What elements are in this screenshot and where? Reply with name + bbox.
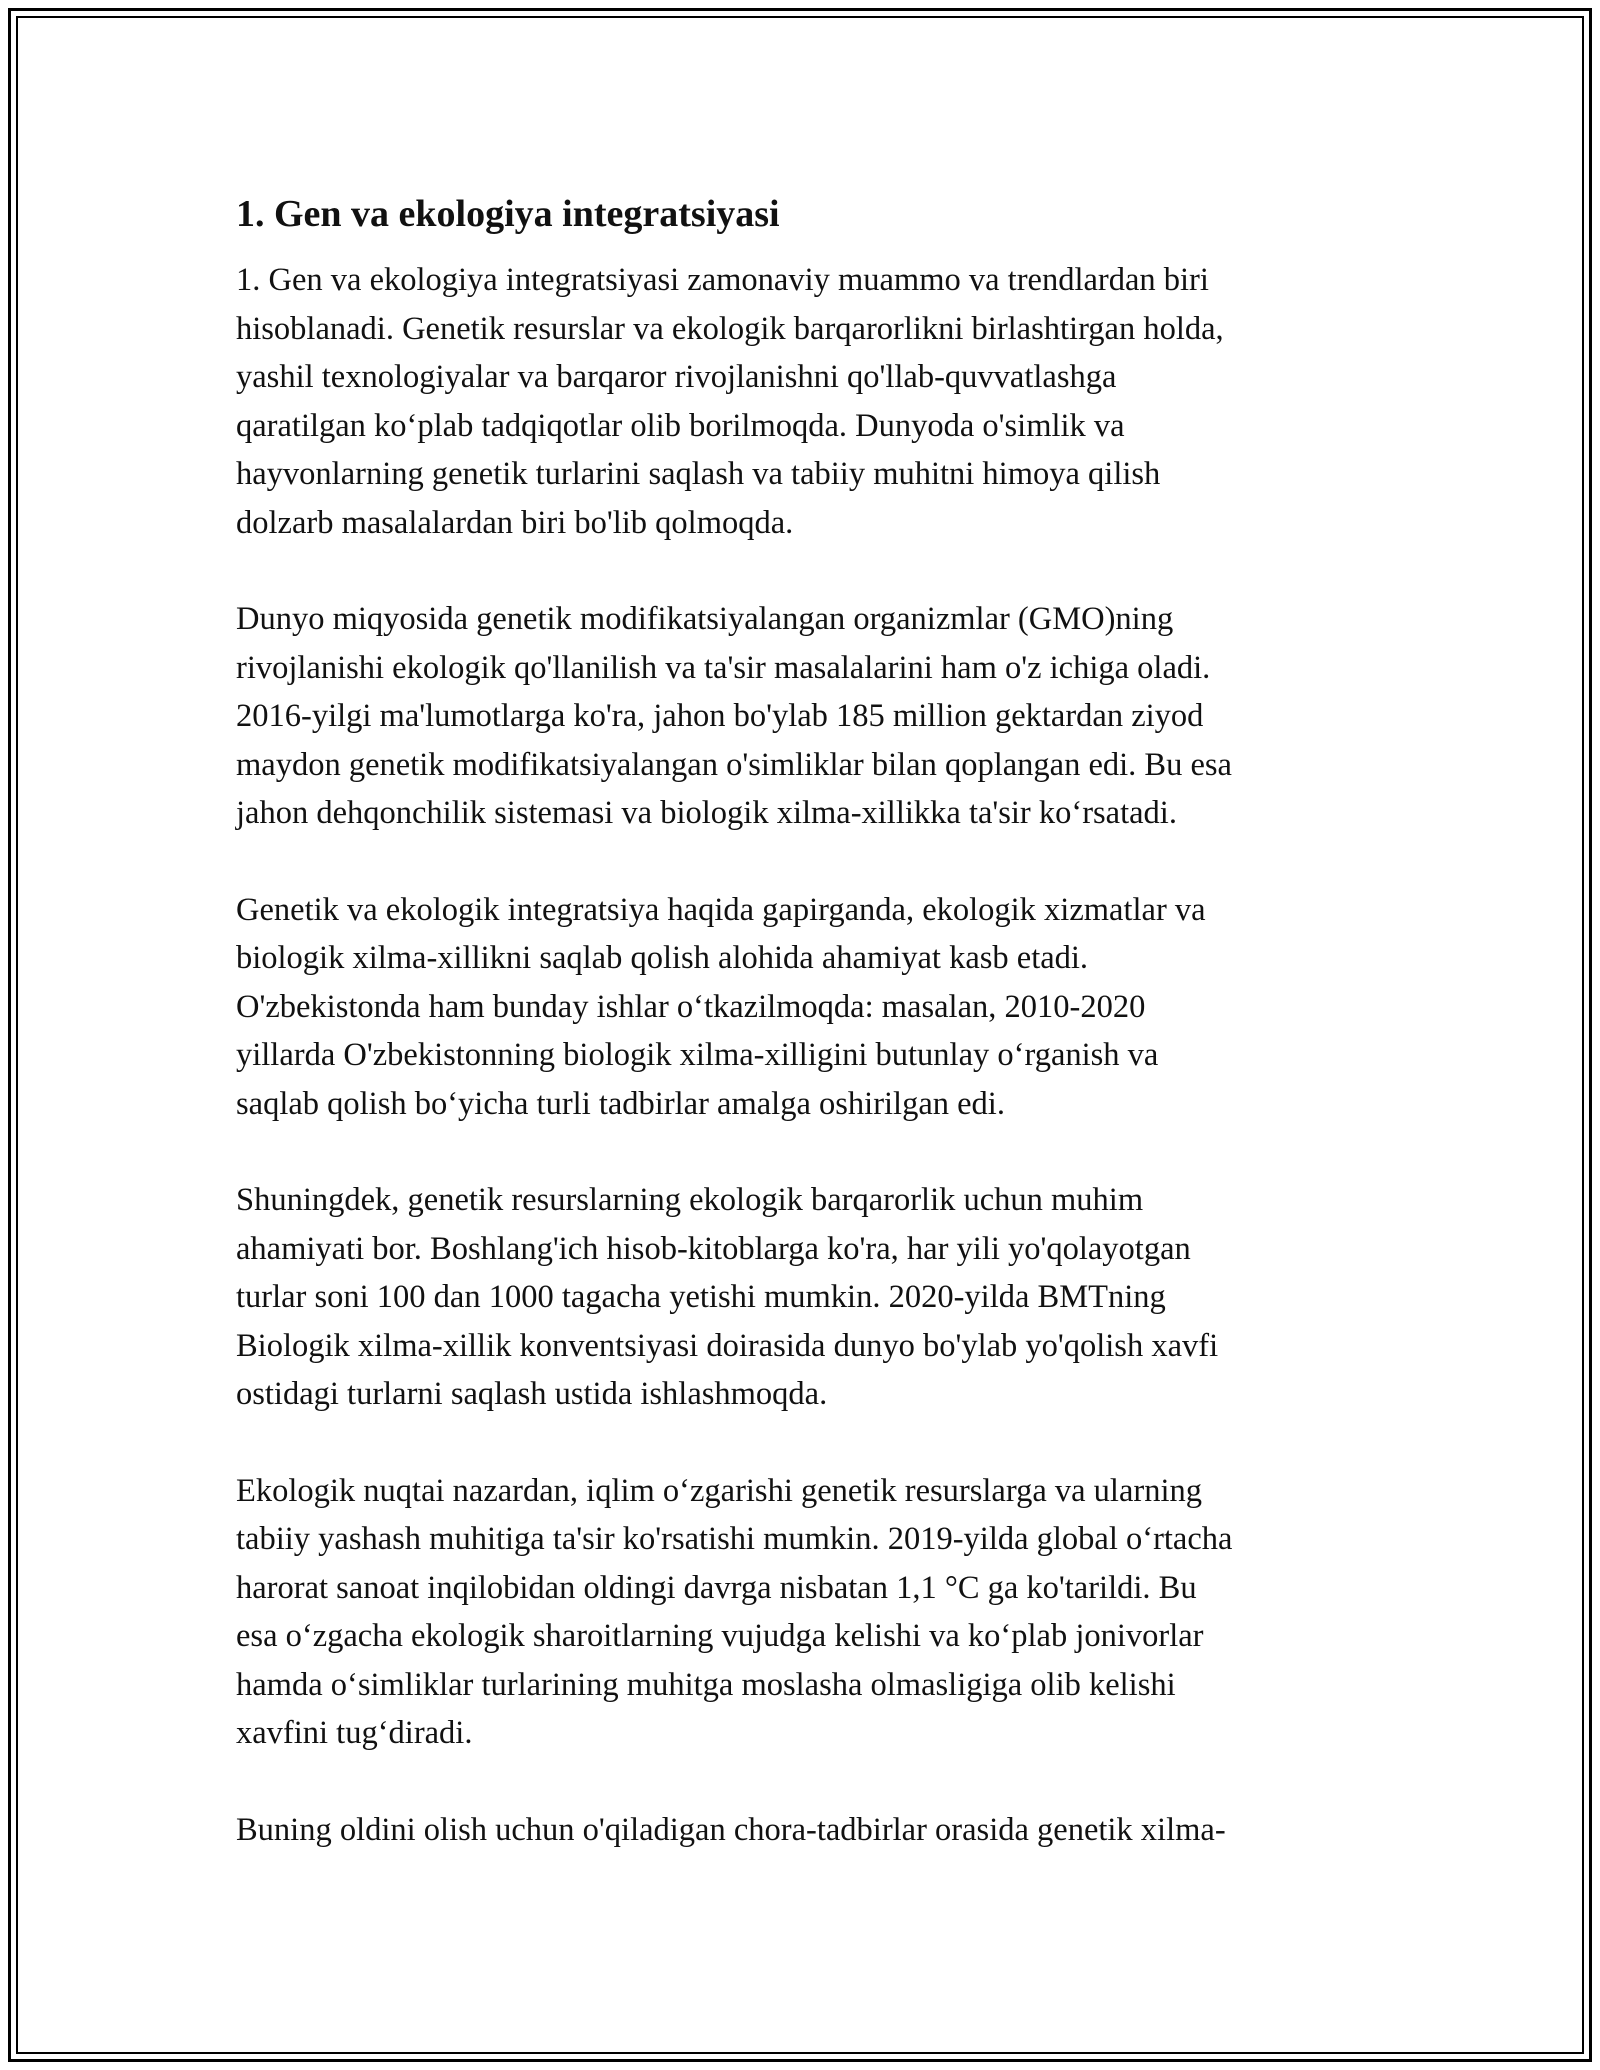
paragraph-4	[236, 1176, 1366, 1419]
text-line: Ekologik nuqtai nazardan, iqlim o‘zgarishi genetik resurslarga va ularning	[236, 1472, 1202, 1509]
text-line: maydon genetik modifikatsiyalangan o'simliklar bilan qoplangan edi. Bu esa	[236, 746, 1232, 783]
text-line: tabiiy yashash muhitiga ta'sir ko'rsatishi mumkin. 2019-yilda global o‘rtacha	[236, 1521, 1233, 1557]
paragraph-5	[236, 1467, 1366, 1758]
text-line: ostidagi turlarni saqlash ustida ishlashmoqda.	[236, 1376, 828, 1412]
text-line: O'zbekistonda ham bunday ishlar o‘tkazilmoqda: masalan, 2010-2020	[236, 988, 1146, 1025]
text-line: jahon dehqonchilik sistemasi va biologik xilma-xillikka ta'sir ko‘rsatadi.	[236, 795, 1177, 831]
text-line: esa o‘zgacha ekologik sharoitlarning vujudga kelishi va ko‘plab jonivorlar	[236, 1618, 1204, 1654]
text-line: saqlab qolish bo‘yicha turli tadbirlar amalga oshirilgan edi.	[236, 1085, 1005, 1122]
text-line: biologik xilma-xillikni saqlab qolish alohida ahamiyat kasb etadi.	[236, 940, 1089, 976]
text-line: harorat sanoat inqilobidan oldingi davrga nisbatan 1,1 °C ga ko'tarildi. Bu	[236, 1569, 1197, 1606]
paragraph-2	[236, 595, 1366, 838]
text-line: xavfini tug‘diradi.	[236, 1715, 473, 1751]
paragraph-6	[236, 1806, 1366, 1855]
paragraph-1	[236, 256, 1366, 547]
text-line: rivojlanishi ekologik qo'llanilish va ta'sir masalalarini ham o'z ichiga oladi.	[236, 649, 1211, 686]
text-line: Biologik xilma-xillik konventsiyasi doirasida dunyo bo'ylab yo'qolish xavfi	[236, 1327, 1219, 1364]
section-title: 1. Gen va ekologiya integratsiyasi	[236, 193, 780, 235]
text-line: yillarda O'zbekistonning biologik xilma-xilligini butunlay o‘rganish va	[236, 1037, 1159, 1073]
text-line: ahamiyati bor. Boshlang'ich hisob-kitoblarga ko'ra, har yili yo'qolayotgan	[236, 1230, 1191, 1267]
text-line: qaratilgan ko‘plab tadqiqotlar olib borilmoqda. Dunyoda o'simlik va	[236, 407, 1125, 444]
text-line: Genetik va ekologik integratsiya haqida gapirganda, ekologik xizmatlar va	[236, 891, 1206, 928]
text-line: dolzarb masalalardan biri bo'lib qolmoqda.	[236, 504, 794, 541]
text-line: Shuningdek, genetik resurslarning ekologik barqarorlik uchun muhim	[236, 1182, 1144, 1218]
text-line: Dunyo miqyosida genetik modifikatsiyalangan organizmlar (GMO)ning	[236, 601, 1174, 637]
text-line: hisoblanadi. Genetik resurslar va ekologik barqarorlikni birlashtirgan holda,	[236, 310, 1224, 347]
text-line: 1. Gen va ekologiya integratsiyasi zamonaviy muammo va trendlardan biri	[236, 262, 1209, 298]
text-line: hayvonlarning genetik turlarini saqlash va tabiiy muhitni himoya qilish	[236, 456, 1161, 492]
text-line: 2016-yilgi ma'lumotlarga ko'ra, jahon bo'ylab 185 million gektardan ziyod	[236, 698, 1204, 734]
text-line: yashil texnologiyalar va barqaror rivojlanishni qo'llab-quvvatlashga	[236, 359, 1117, 395]
document-body	[236, 188, 1366, 1902]
text-line: Buning oldini olish uchun o'qiladigan chora-tadbirlar orasida genetik xilma-	[236, 1811, 1226, 1848]
text-line: hamda o‘simliklar turlarining muhitga moslasha olmasligiga olib kelishi	[236, 1666, 1176, 1703]
paragraph-3	[236, 886, 1366, 1129]
text-line: turlar soni 100 dan 1000 tagacha yetishi mumkin. 2020-yilda BMTning	[236, 1279, 1166, 1315]
